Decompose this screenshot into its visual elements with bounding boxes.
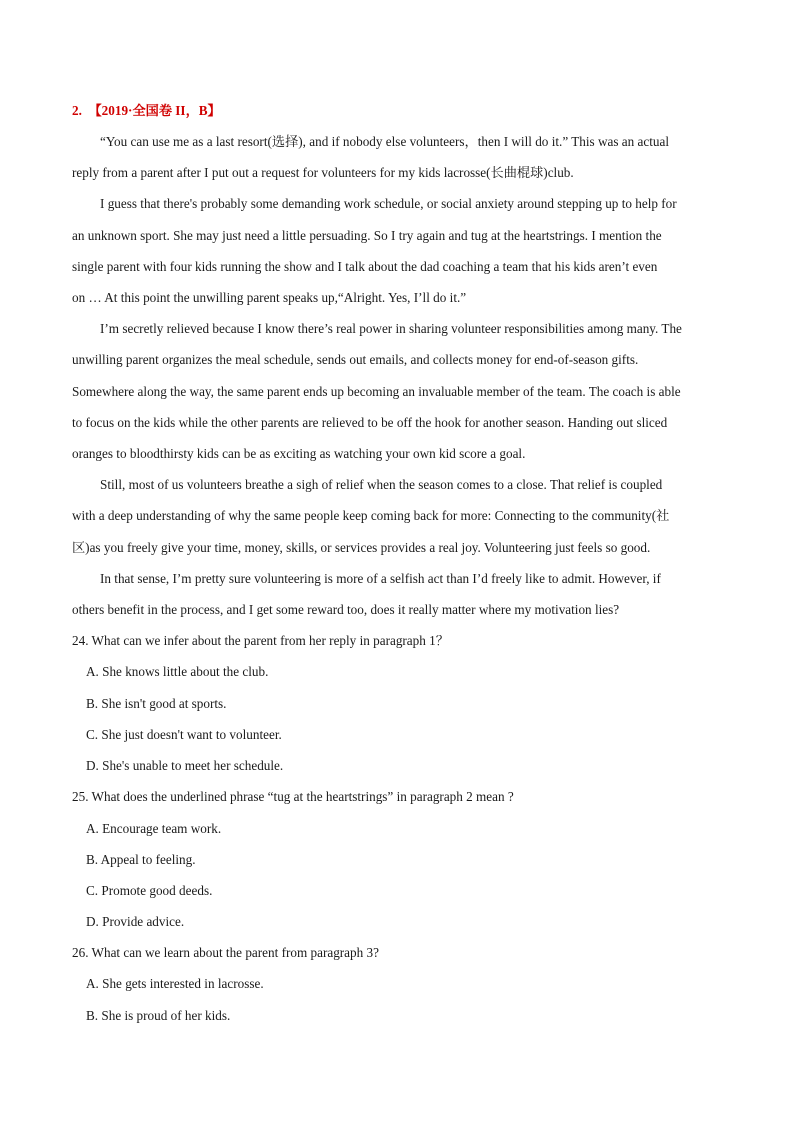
passage-line: 区)as you freely give your time, money, skills, or services provides a real joy. Volunteering just feels so good. — [72, 540, 651, 555]
question-heading — [72, 102, 221, 120]
passage-line: “You can use me as a last resort(选择), and if nobody else volunteers，then I will do it.” This was an actual — [100, 134, 670, 149]
passage-line: I’m secretly relieved because I know there’s real power in sharing volunteer responsibilities among many. The — [100, 321, 682, 336]
passage-line: In that sense, I’m pretty sure volunteering is more of a selfish act than I’d freely like to admit. However, if — [100, 571, 661, 586]
passage-line: with a deep understanding of why the same people keep coming back for more: Connecting to the community(社 — [72, 508, 670, 523]
answer-option: B. She is proud of her kids. — [86, 1008, 231, 1023]
passage-line: single parent with four kids running the show and I talk about the dad coaching a team that his kids aren’t even — [72, 259, 658, 274]
passage-line: Still, most of us volunteers breathe a sigh of relief when the season comes to a close. That relief is coupled — [100, 477, 663, 492]
answer-option: B. She isn't good at sports. — [86, 696, 227, 711]
question-number: 2. — [72, 103, 82, 118]
passage-line: oranges to bloodthirsty kids can be as exciting as watching your own kid score a goal. — [72, 446, 526, 461]
answer-option: C. Promote good deeds. — [86, 883, 213, 898]
question-stem: 24. What can we infer about the parent from her reply in paragraph 1？ — [72, 633, 449, 648]
answer-option: A. Encourage team work. — [86, 821, 222, 836]
passage-line: Somewhere along the way, the same parent ends up becoming an invaluable member of the team. The coach is able — [72, 384, 681, 399]
passage-line: on … At this point the unwilling parent speaks up,“Alright. Yes, I’ll do it.” — [72, 290, 467, 305]
question-source: 【2019·全国卷 II，B】 — [88, 103, 221, 118]
answer-option: A. She knows little about the club. — [86, 664, 269, 679]
passage-line: unwilling parent organizes the meal schedule, sends out emails, and collects money for end-of-season gifts. — [72, 352, 639, 367]
answer-option: B. Appeal to feeling. — [86, 852, 196, 867]
answer-option: D. Provide advice. — [86, 914, 185, 929]
answer-option: C. She just doesn't want to volunteer. — [86, 727, 282, 742]
question-stem: 25. What does the underlined phrase “tug at the heartstrings” in paragraph 2 mean ? — [72, 789, 514, 804]
answer-option: D. She's unable to meet her schedule. — [86, 758, 284, 773]
passage-line: an unknown sport. She may just need a little persuading. So I try again and tug at the heartstrings. I mention the — [72, 228, 662, 243]
passage-line: reply from a parent after I put out a request for volunteers for my kids lacrosse(长曲棍球)club. — [72, 165, 574, 180]
question-stem: 26. What can we learn about the parent from paragraph 3? — [72, 945, 379, 960]
passage-line: others benefit in the process, and I get some reward too, does it really matter where my motivation lies? — [72, 602, 620, 617]
passage-line: I guess that there's probably some demanding work schedule, or social anxiety around stepping up to help for — [100, 196, 677, 211]
answer-option: A. She gets interested in lacrosse. — [86, 976, 264, 991]
passage-line: to focus on the kids while the other parents are relieved to be off the hook for another season. Handing out sliced — [72, 415, 668, 430]
